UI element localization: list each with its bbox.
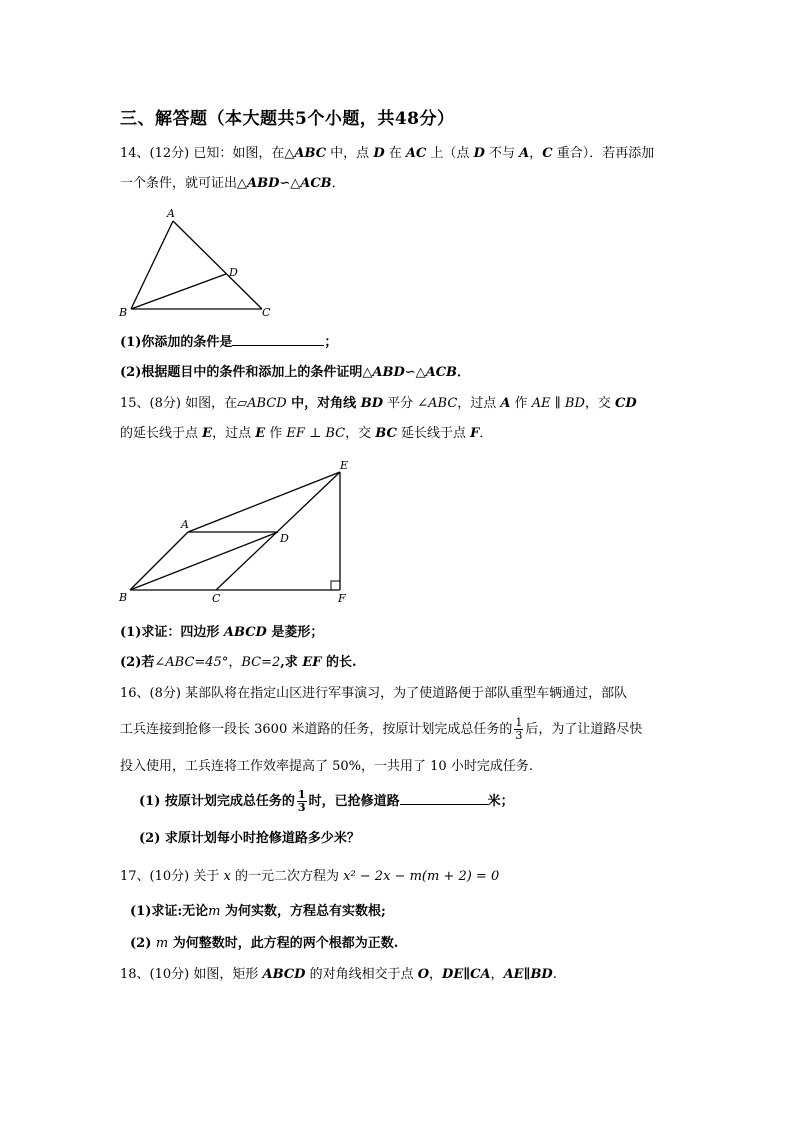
label-a: A (167, 207, 175, 220)
q16-line2: 工兵连接到抢修一段长 3600 米道路的任务，按原计划完成总任务的 $\frac{1}{3}$ 后，为了让道路尽快 (120, 716, 643, 742)
label-c: C (212, 592, 221, 605)
q14-part2: (2)根据题目中的条件和添加上的条件证明△ABD∽△ACB． (120, 365, 471, 380)
q16-part2: (2) 求原计划每小时抢修道路多少米？ (139, 831, 360, 846)
segment-ae (188, 472, 340, 532)
section-title: 三、解答题（本大题共5个小题，共48分） (120, 109, 455, 129)
q15-part1: (1)求证：四边形 ABCD 是菱形； (120, 625, 324, 640)
q16-line1: 16、(8分) 某部队将在指定山区进行军事演习，为了使道路便于部队重型车辆通过，部队 (120, 686, 628, 701)
segment-ac (173, 221, 262, 309)
q15-part2: (2)若∠ABC=45°，BC=2,求 EF 的长. (120, 655, 357, 670)
q16-answer-blank[interactable] (400, 792, 488, 805)
label-a: A (181, 518, 189, 531)
q14-text: 14、(12分) 已知：如图，在 (120, 146, 285, 161)
q14-part1: (1)你添加的条件是 ； (120, 335, 338, 350)
label-b: B (119, 306, 128, 319)
q17-line1: 17、(10分) 关于 x 的一元二次方程为 x² − 2x − m(m + 2) = 0 (120, 869, 500, 884)
label-d: D (229, 266, 238, 279)
q17-part2: (2) m 为何整数时，此方程的两个根都为正数. (130, 936, 399, 951)
q14-triangle-figure (115, 204, 275, 320)
q16-line3: 投入使用，工兵连将工作效率提高了 50%，一共用了 10 小时完成任务. (120, 759, 533, 774)
q18-line1: 18、(10分) 如图，矩形 ABCD 的对角线相交于点 O，DE∥CA，AE∥BD. (120, 967, 557, 982)
q17-equation: x² − 2x − m(m + 2) = 0 (343, 869, 500, 884)
segment-ba (130, 532, 188, 590)
fraction-one-third: $\frac{1}{3}$ (297, 788, 306, 814)
q16-part1: (1) 按原计划完成总任务的 $\frac{1}{3}$ 时，已抢修道路 米； (139, 788, 514, 814)
q15-line1: 15、(8分) 如图，在▱ABCD 中，对角线 BD 平分 ∠ABC，过点 A 作 AE ∥ BD，交 CD (120, 396, 637, 411)
segment-ce (216, 472, 340, 590)
label-f: F (338, 592, 346, 605)
label-e: E (340, 459, 349, 472)
q15-parallelogram-figure (115, 454, 360, 609)
label-c: C (262, 306, 271, 319)
segment-bd (130, 532, 278, 590)
label-b: B (119, 591, 128, 604)
fraction-one-third: $\frac{1}{3}$ (515, 716, 523, 742)
q15-line2: 的延长线于点 E，过点 E 作 EF ⊥ BC，交 BC 延长线于点 F． (120, 426, 493, 441)
right-angle-mark (331, 581, 340, 590)
label-d: D (280, 532, 289, 545)
q14-line2: 一个条件，就可证出△ABD∽△ACB． (120, 176, 345, 191)
q14-line1: 14、(12分) 已知：如图，在△ABC 中，点 D 在 AC 上（点 D 不与 A，C 重合）．若再添加 (120, 146, 655, 161)
q14-answer-blank[interactable] (232, 333, 324, 346)
q17-part1: (1)求证:无论m 为何实数，方程总有实数根; (130, 904, 386, 919)
